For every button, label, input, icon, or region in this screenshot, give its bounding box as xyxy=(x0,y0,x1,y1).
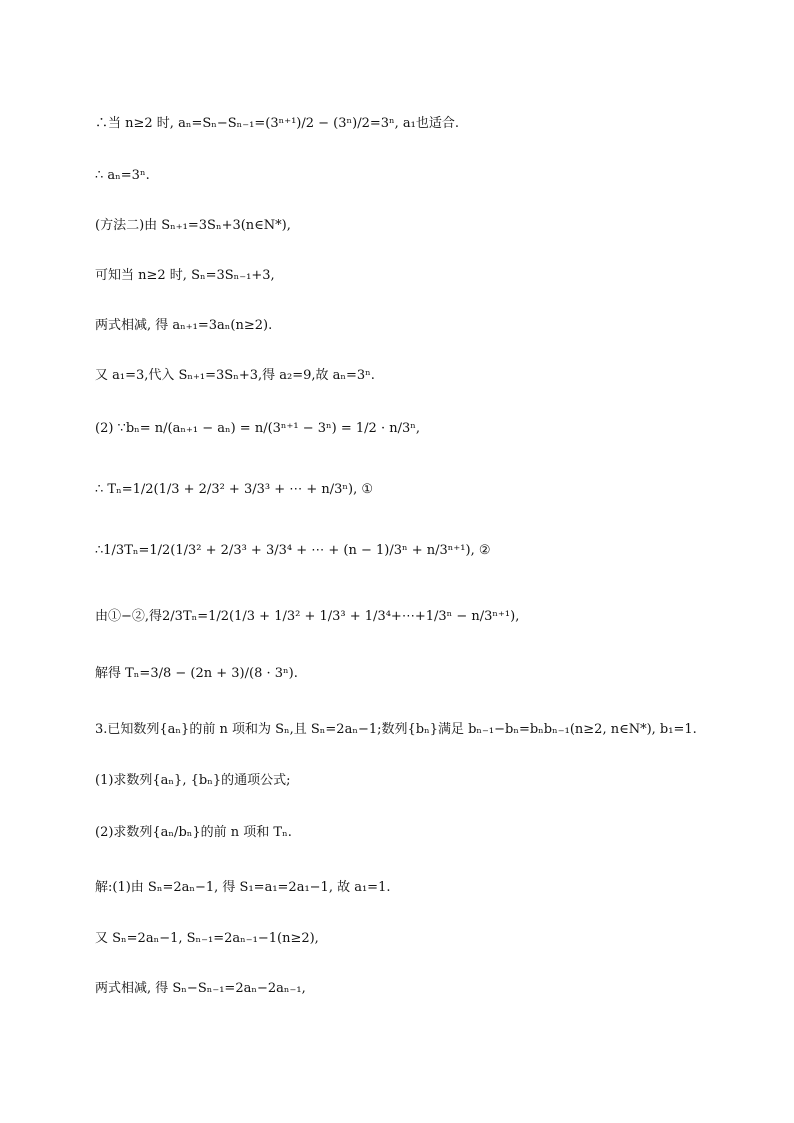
line-10: 由①−②,得2/3Tₙ=1/2(1/3 + 1/3² + 1/3³ + 1/3⁴+⋯+1/3ⁿ − n/3ⁿ⁺¹), xyxy=(95,609,520,624)
line-5: 两式相减, 得 aₙ₊₁=3aₙ(n≥2). xyxy=(95,318,273,333)
line-1: ∴当 n≥2 时, aₙ=Sₙ−Sₙ₋₁=(3ⁿ⁺¹)/2 − (3ⁿ)/2=3ⁿ, a₁也适合. xyxy=(95,116,460,131)
line-11: 解得 Tₙ=3/8 − (2n + 3)/(8 · 3ⁿ). xyxy=(95,666,298,681)
line-7: (2) ∵bₙ= n/(aₙ₊₁ − aₙ) = n/(3ⁿ⁺¹ − 3ⁿ) = 1/2 · n/3ⁿ, xyxy=(95,421,420,436)
line-13: (1)求数列{aₙ}, {bₙ}的通项公式; xyxy=(95,773,291,788)
line-8: ∴ Tₙ=1/2(1/3 + 2/3² + 3/3³ + ⋯ + n/3ⁿ), ① xyxy=(95,482,374,497)
line-14: (2)求数列{aₙ/bₙ}的前 n 项和 Tₙ. xyxy=(95,825,292,840)
line-15: 解:(1)由 Sₙ=2aₙ−1, 得 S₁=a₁=2a₁−1, 故 a₁=1. xyxy=(95,880,391,895)
line-3: (方法二)由 Sₙ₊₁=3Sₙ+3(n∈N*), xyxy=(95,218,291,233)
line-4: 可知当 n≥2 时, Sₙ=3Sₙ₋₁+3, xyxy=(95,268,275,283)
line-9: ∴1/3Tₙ=1/2(1/3² + 2/3³ + 3/3⁴ + ⋯ + (n − 1)/3ⁿ + n/3ⁿ⁺¹), ② xyxy=(95,543,491,558)
line-16: 又 Sₙ=2aₙ−1, Sₙ₋₁=2aₙ₋₁−1(n≥2), xyxy=(95,931,319,946)
line-6: 又 a₁=3,代入 Sₙ₊₁=3Sₙ+3,得 a₂=9,故 aₙ=3ⁿ. xyxy=(95,368,375,383)
line-2: ∴ aₙ=3ⁿ. xyxy=(95,168,150,183)
line-17: 两式相减, 得 Sₙ−Sₙ₋₁=2aₙ−2aₙ₋₁, xyxy=(95,981,306,996)
line-12: 3.已知数列{aₙ}的前 n 项和为 Sₙ,且 Sₙ=2aₙ−1;数列{bₙ}满足 bₙ₋₁−bₙ=bₙbₙ₋₁(n≥2, n∈N*), b₁=1. xyxy=(95,722,697,737)
